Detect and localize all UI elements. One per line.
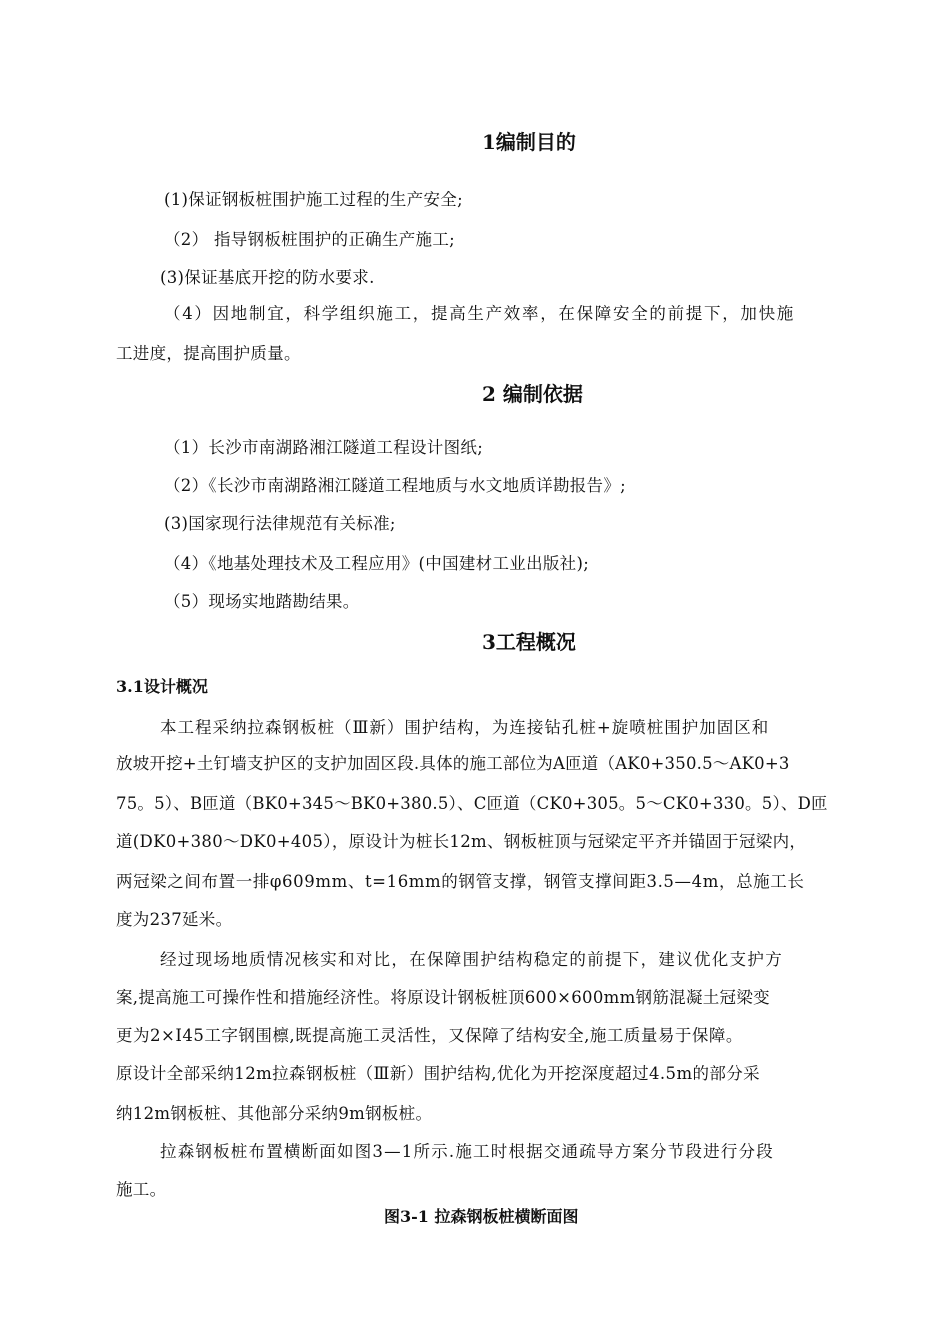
para1-line-4: 道(DK0+380～DK0+405），原设计为桩长12m、钢板桩顶与冠梁定平齐并锚固于冠梁内， xyxy=(116,832,807,851)
para2-line-4: 原设计全部采纳12m拉森钢板桩（Ⅲ新）围护结构,优化为开挖深度超过4.5m的部分采 xyxy=(116,1064,761,1083)
section-3-title: 3工程概况 xyxy=(482,630,576,654)
para2-line-1: 经过现场地质情况核实和对比，在保障围护结构稳定的前提下，建议优化支护方 xyxy=(160,950,783,969)
section-1-item-4-cont: 工进度，提高围护质量。 xyxy=(116,344,301,363)
section-2-item-4: （4）《地基处理技术及工程应用》(中国建材工业出版社); xyxy=(164,554,590,573)
para3-line-1: 拉森钢板桩布置横断面如图3—1所示.施工时根据交通疏导方案分节段进行分段 xyxy=(160,1142,774,1161)
section-1-item-1: (1)保证钢板桩围护施工过程的生产安全; xyxy=(164,190,463,209)
para3-line-2: 施工。 xyxy=(116,1180,167,1199)
para2-line-5: 纳12m钢板桩、其他部分采纳9m钢板桩。 xyxy=(116,1104,433,1123)
section-1-item-2: （2） 指导钢板桩围护的正确生产施工; xyxy=(164,230,456,249)
section-1-item-3: (3)保证基底开挖的防水要求. xyxy=(160,268,375,287)
section-2-item-1: （1）长沙市南湖路湘江隧道工程设计图纸; xyxy=(164,438,484,457)
section-3-1-subtitle: 3.1设计概况 xyxy=(116,677,208,696)
para1-line-2: 放坡开挖+土钉墙支护区的支护加固区段.具体的施工部位为A匝道（AK0+350.5～AK0+3 xyxy=(116,754,790,773)
section-2-item-5: （5）现场实地踏勘结果。 xyxy=(164,592,360,611)
para1-line-3: 75。5）、B匝道（BK0+345～BK0+380.5）、C匝道（CK0+305。5～CK0+330。5）、D匝 xyxy=(116,794,828,813)
section-2-item-3: (3)国家现行法律规范有关标准; xyxy=(164,514,396,533)
figure-caption: 图3-1 拉森钢板桩横断面图 xyxy=(384,1207,579,1226)
para1-line-1: 本工程采纳拉森钢板桩（Ⅲ新）围护结构，为连接钻孔桩+旋喷桩围护加固区和 xyxy=(160,718,770,737)
para1-line-6: 度为237延米。 xyxy=(116,910,233,929)
section-1-title: 1编制目的 xyxy=(482,130,576,154)
section-2-title: 2 编制依据 xyxy=(482,382,583,406)
para2-line-2: 案,提高施工可操作性和措施经济性。将原设计钢板桩顶600×600mm钢筋混凝土冠梁变 xyxy=(116,988,770,1007)
para2-line-3: 更为2×I45工字钢围檩,既提高施工灵活性，又保障了结构安全,施工质量易于保障。 xyxy=(116,1026,743,1045)
section-1-item-4: （4）因地制宜，科学组织施工，提高生产效率，在保障安全的前提下，加快施 xyxy=(164,304,795,323)
section-2-item-2: （2）《长沙市南湖路湘江隧道工程地质与水文地质详勘报告》; xyxy=(164,476,627,495)
para1-line-5: 两冠梁之间布置一排φ609mm、t=16mm的钢管支撑，钢管支撑间距3.5—4m，总施工长 xyxy=(116,872,805,891)
